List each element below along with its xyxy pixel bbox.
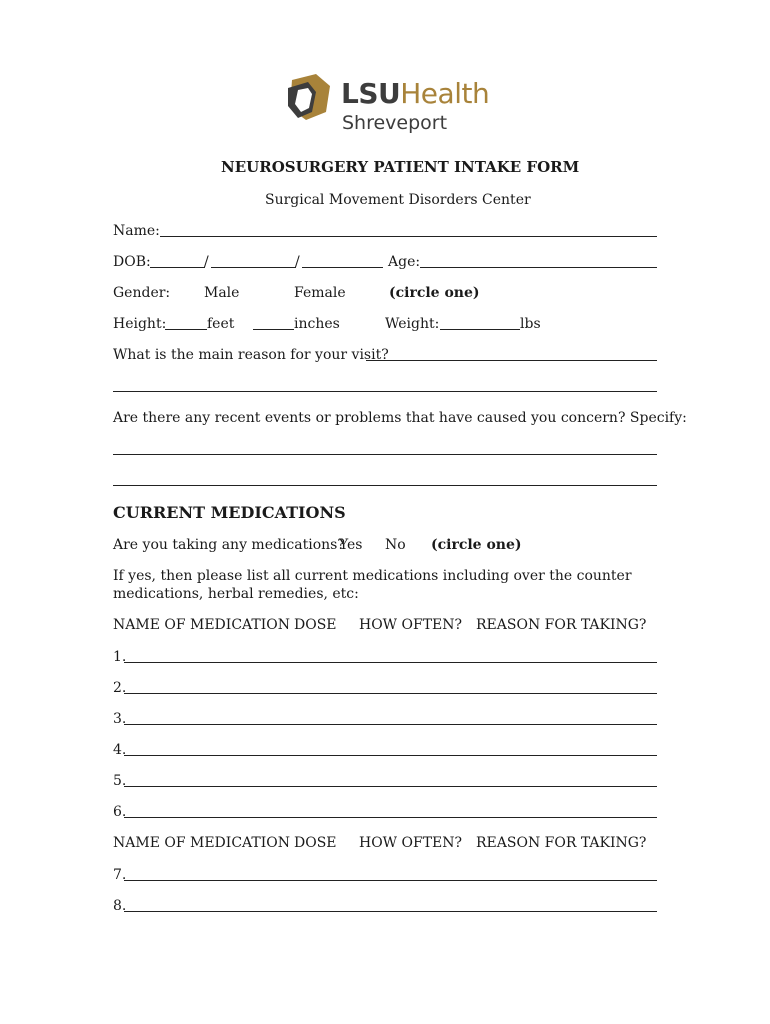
medications-instructions-line-2: medications, herbal remedies, etc: xyxy=(113,586,359,602)
logo-brand-b: Health xyxy=(400,77,490,110)
medication-row-line[interactable] xyxy=(124,786,657,787)
recent-events-field-line-1[interactable] xyxy=(113,454,657,455)
logo-wordmark xyxy=(341,78,489,110)
column-header-medication-name: NAME OF MEDICATION xyxy=(113,835,290,851)
visit-reason-question: What is the main reason for your visit? xyxy=(113,347,389,363)
height-feet-unit: feet xyxy=(207,316,235,332)
form-subtitle: Surgical Movement Disorders Center xyxy=(265,192,531,208)
visit-reason-field-line-2[interactable] xyxy=(113,391,657,392)
age-field[interactable] xyxy=(420,267,657,268)
dob-separator-2: / xyxy=(295,254,300,270)
weight-unit: lbs xyxy=(520,316,541,332)
medication-row-number: 8. xyxy=(113,898,127,914)
name-field[interactable] xyxy=(160,236,657,237)
column-header-reason: REASON FOR TAKING? xyxy=(476,617,647,633)
column-header-how-often: HOW OFTEN? xyxy=(359,835,463,851)
medications-heading: CURRENT MEDICATIONS xyxy=(113,503,346,522)
medication-row-line[interactable] xyxy=(124,817,657,818)
medication-row-line[interactable] xyxy=(124,693,657,694)
medication-row-number: 7. xyxy=(113,867,127,883)
column-header-dose: DOSE xyxy=(294,835,337,851)
height-inches-unit: inches xyxy=(294,316,340,332)
visit-reason-field[interactable] xyxy=(366,360,657,361)
name-label: Name: xyxy=(113,223,160,239)
gender-circle-one-note: (circle one) xyxy=(389,285,480,301)
column-header-how-often: HOW OFTEN? xyxy=(359,617,463,633)
gender-label: Gender: xyxy=(113,285,171,301)
dob-month-field[interactable] xyxy=(150,267,205,268)
weight-field[interactable] xyxy=(440,329,520,330)
medication-row-line[interactable] xyxy=(124,724,657,725)
medication-row-number: 1. xyxy=(113,649,127,665)
height-label: Height: xyxy=(113,316,167,332)
medication-row-line[interactable] xyxy=(124,755,657,756)
lsu-health-shield-icon xyxy=(286,72,334,122)
dob-label: DOB: xyxy=(113,254,151,270)
medications-instructions-line-1: If yes, then please list all current medications including over the counter xyxy=(113,568,632,584)
medications-option-no[interactable]: No xyxy=(385,537,406,553)
medication-row-number: 3. xyxy=(113,711,127,727)
weight-label: Weight: xyxy=(385,316,440,332)
recent-events-field-line-2[interactable] xyxy=(113,485,657,486)
form-title: NEUROSURGERY PATIENT INTAKE FORM xyxy=(221,158,580,176)
lsu-health-logo xyxy=(286,70,490,140)
logo-brand-a: LSU xyxy=(341,77,401,110)
dob-year-field[interactable] xyxy=(302,267,383,268)
medication-row-line[interactable] xyxy=(124,662,657,663)
column-header-reason: REASON FOR TAKING? xyxy=(476,835,647,851)
medication-row-number: 5. xyxy=(113,773,127,789)
height-inches-field[interactable] xyxy=(253,329,294,330)
dob-separator-1: / xyxy=(204,254,209,270)
medication-row-number: 2. xyxy=(113,680,127,696)
gender-option-female[interactable]: Female xyxy=(294,285,346,301)
recent-events-question: Are there any recent events or problems that have caused you concern? Specify: xyxy=(113,410,687,426)
logo-campus: Shreveport xyxy=(342,112,448,134)
medication-row-number: 6. xyxy=(113,804,127,820)
column-header-medication-name: NAME OF MEDICATION xyxy=(113,617,290,633)
age-label: Age: xyxy=(388,254,421,270)
medication-row-line[interactable] xyxy=(124,880,657,881)
dob-day-field[interactable] xyxy=(211,267,296,268)
medications-circle-one-note: (circle one) xyxy=(431,537,522,553)
medication-row-line[interactable] xyxy=(124,911,657,912)
medications-question: Are you taking any medications? xyxy=(113,537,345,553)
gender-option-male[interactable]: Male xyxy=(204,285,240,301)
medications-option-yes[interactable]: Yes xyxy=(339,537,363,553)
column-header-dose: DOSE xyxy=(294,617,337,633)
height-feet-field[interactable] xyxy=(165,329,207,330)
medication-row-number: 4. xyxy=(113,742,127,758)
